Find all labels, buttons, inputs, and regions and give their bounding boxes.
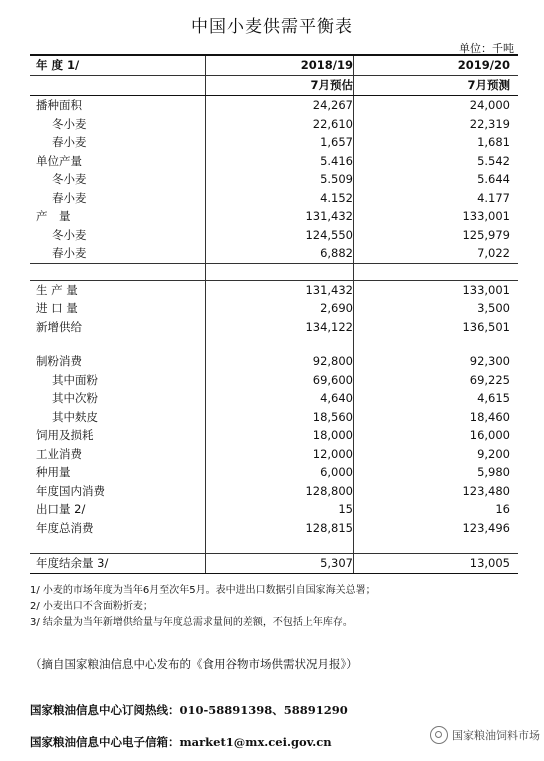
cell-2019-20: 22,319 (469, 116, 510, 131)
row-label: 春小麦 (52, 135, 87, 149)
table-row (30, 389, 518, 408)
table-subheader-row (30, 76, 518, 96)
row-label: 进 口 量 (36, 301, 78, 315)
cell-2019-20: 5.644 (477, 172, 510, 186)
cell-2019-20: 4,615 (477, 391, 510, 405)
cell-2018-19: 18,560 (312, 409, 353, 424)
cell-2019-20: 5.542 (477, 153, 510, 168)
balance-table (30, 54, 518, 574)
cell-2018-19: 131,432 (305, 209, 353, 223)
footnote: 1/ 小麦的市场年度为当年6月至次年5月。表中进出口数据引自国家海关总署； (30, 585, 376, 596)
cell-2019-20: 13,005 (469, 556, 510, 570)
source-note: （摘自国家粮油信息中心发布的《食用谷物市场供需状况月报》） (30, 657, 358, 671)
table-row (30, 519, 518, 538)
table-row (30, 115, 518, 134)
col1-year: 2018/19 (300, 58, 353, 72)
table-row (30, 170, 518, 189)
cell-2019-20: 16,000 (469, 428, 510, 442)
table-row (30, 152, 518, 171)
cell-2018-19: 92,800 (312, 354, 353, 368)
row-label: 春小麦 (52, 190, 87, 205)
footnote: 3/ 结余量为当年新增供给量与年度总需求量间的差额，不包括上年库存。 (30, 617, 353, 628)
row-label: 冬小麦 (52, 172, 87, 186)
cell-2018-19: 2,690 (320, 301, 353, 315)
table-row (30, 371, 518, 390)
row-label: 出口量 2/ (36, 502, 86, 516)
year-header: 年 度 1/ (36, 58, 80, 72)
cell-2019-20: 4.177 (477, 190, 510, 205)
wechat-icon (430, 726, 448, 744)
cell-2018-19: 128,815 (305, 520, 353, 535)
spacer-row (30, 264, 518, 281)
table-header-row (30, 56, 518, 76)
cell-2019-20: 3,500 (477, 301, 510, 315)
watermark-text: 国家粮油饲料市场 (452, 729, 540, 742)
cell-2018-19: 4,640 (320, 391, 353, 405)
footnote: 2/ 小麦出口不含面粉折麦； (30, 601, 153, 612)
table-row (30, 299, 518, 318)
table-row (30, 226, 518, 245)
spacer-row (30, 336, 518, 352)
row-label: 单位产量 (36, 153, 82, 168)
cell-2018-19: 22,610 (312, 116, 353, 131)
row-label: 年度国内消费 (36, 483, 105, 498)
table-row (30, 244, 518, 264)
table-row (30, 281, 518, 300)
table-row (30, 554, 518, 573)
col1-estimate: 7月预估 (310, 78, 353, 92)
table-row (30, 96, 518, 115)
table-row (30, 207, 518, 226)
row-label: 冬小麦 (52, 116, 87, 131)
cell-2019-20: 5,980 (477, 465, 510, 479)
table-row (30, 189, 518, 208)
cell-2019-20: 125,979 (462, 227, 510, 242)
cell-2018-19: 24,267 (312, 98, 353, 112)
cell-2019-20: 7,022 (477, 246, 510, 260)
table-row (30, 463, 518, 482)
cell-2018-19: 15 (338, 502, 353, 516)
table-row (30, 482, 518, 501)
cell-2019-20: 18,460 (469, 409, 510, 424)
row-label: 新增供给 (36, 319, 82, 334)
table-row (30, 500, 518, 519)
col2-year: 2019/20 (457, 58, 510, 72)
row-label: 冬小麦 (52, 227, 87, 242)
footnotes (30, 583, 376, 631)
cell-2019-20: 9,200 (477, 446, 510, 461)
row-label: 春小麦 (52, 246, 87, 260)
cell-2018-19: 1,657 (320, 135, 353, 149)
cell-2018-19: 5.509 (320, 172, 353, 186)
table-row (30, 408, 518, 427)
watermark (430, 726, 540, 744)
table-row (30, 318, 518, 337)
row-label: 其中面粉 (52, 372, 98, 387)
cell-2018-19: 5.416 (320, 153, 353, 168)
cell-2018-19: 18,000 (312, 428, 353, 442)
cell-2018-19: 69,600 (312, 372, 353, 387)
row-label: 生 产 量 (36, 282, 78, 297)
col2-forecast: 7月预测 (467, 78, 510, 92)
row-label: 饲用及损耗 (36, 428, 94, 442)
cell-2019-20: 136,501 (462, 319, 510, 334)
row-label: 年度总消费 (36, 520, 94, 535)
cell-2018-19: 131,432 (305, 282, 353, 297)
email-text: 国家粮油信息中心电子信箱：market1@mx.cei.gov.cn (30, 735, 332, 749)
cell-2018-19: 5,307 (320, 556, 353, 570)
row-label: 其中次粉 (52, 391, 98, 405)
spacer-row (30, 537, 518, 554)
hotline-text: 国家粮油信息中心订阅热线：010-58891398、58891290 (30, 703, 348, 717)
cell-2019-20: 69,225 (469, 372, 510, 387)
table-row (30, 133, 518, 152)
unit-label: 单位：千吨 (459, 42, 514, 55)
cell-2018-19: 128,800 (305, 483, 353, 498)
row-label: 工业消费 (36, 446, 82, 461)
row-label: 种用量 (36, 465, 71, 479)
cell-2019-20: 92,300 (469, 354, 510, 368)
cell-2018-19: 6,882 (320, 246, 353, 260)
cell-2018-19: 6,000 (320, 465, 353, 479)
cell-2018-19: 4.152 (320, 190, 353, 205)
cell-2019-20: 133,001 (462, 282, 510, 297)
table-row (30, 445, 518, 464)
cell-2018-19: 12,000 (312, 446, 353, 461)
cell-2019-20: 133,001 (462, 209, 510, 223)
table-row (30, 426, 518, 445)
cell-2019-20: 24,000 (469, 98, 510, 112)
cell-2019-20: 1,681 (477, 135, 510, 149)
row-label: 播种面积 (36, 98, 82, 112)
page-title: 中国小麦供需平衡表 (191, 17, 353, 37)
row-label: 制粉消费 (36, 354, 82, 368)
row-label: 其中麸皮 (52, 409, 98, 424)
cell-2018-19: 134,122 (305, 319, 353, 334)
cell-2019-20: 123,496 (462, 520, 510, 535)
row-label: 产 量 (36, 209, 71, 223)
table-row (30, 352, 518, 371)
cell-2019-20: 16 (495, 502, 510, 516)
cell-2018-19: 124,550 (305, 227, 353, 242)
row-label: 年度结余量 3/ (36, 556, 109, 570)
cell-2019-20: 123,480 (462, 483, 510, 498)
